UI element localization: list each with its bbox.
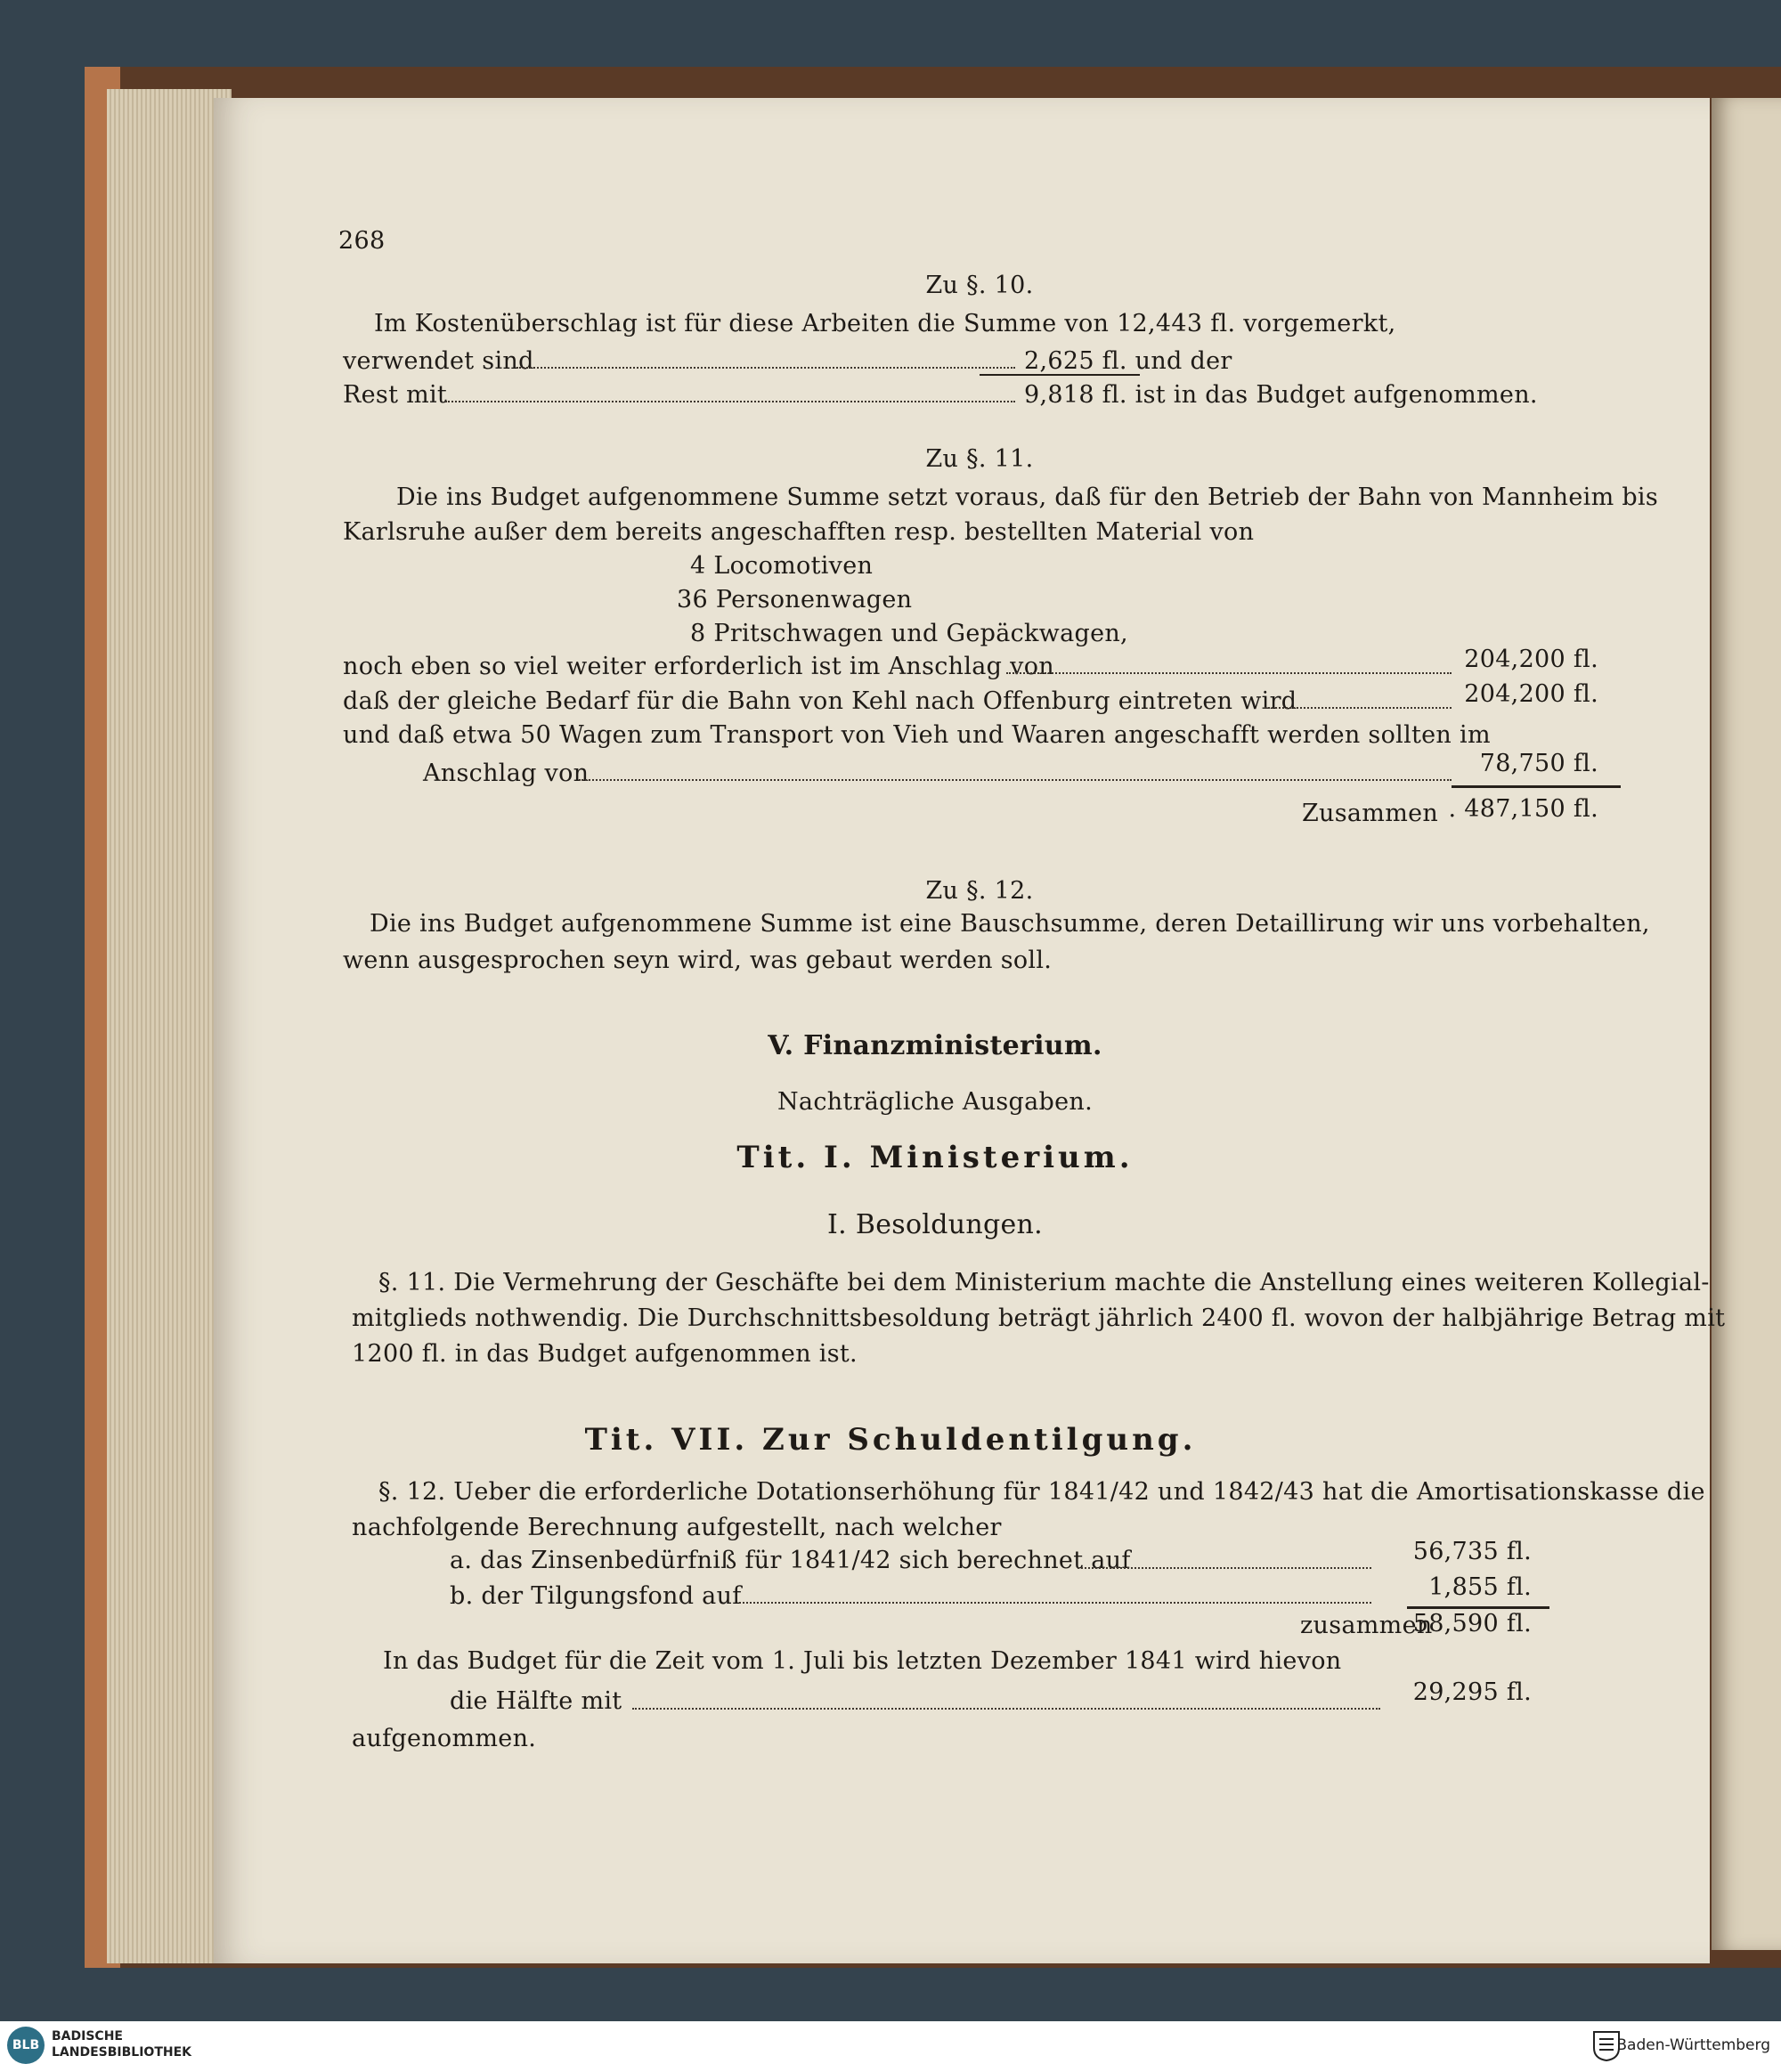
title-7-para-4: aufgenommen.: [352, 1725, 537, 1752]
section-11-row-1-value: 204,200 fl.: [1464, 646, 1598, 673]
sum-rule: [1452, 785, 1621, 788]
salaries-heading: I. Besoldungen.: [827, 1209, 1043, 1240]
sum-rule: [980, 374, 1140, 376]
finance-para-3: 1200 fl. in das Budget aufgenommen ist.: [352, 1340, 858, 1368]
page-number: 268: [338, 227, 386, 255]
dot-leader: [1265, 707, 1452, 709]
section-12-heading: Zu §. 12.: [925, 877, 1034, 905]
dot-leader: [739, 1602, 1371, 1604]
section-10-heading: Zu §. 10.: [925, 272, 1034, 299]
finance-para-2: mitglieds nothwendig. Die Durchschnittsbesoldung beträgt jährlich 2400 fl. wovon der halbjährige Betrag mit: [352, 1304, 1726, 1332]
section-10-line-3-label: Rest mit: [343, 381, 448, 409]
blb-name: [52, 2028, 191, 2060]
facing-page-edge: [1712, 98, 1781, 1950]
section-11-row-1-label: noch eben so viel weiter erforderlich ist im Anschlag von: [343, 653, 1054, 680]
baden-wuerttemberg-label: Baden-Württemberg: [1616, 2036, 1770, 2054]
finance-ministry-subheading: Nachträgliche Ausgaben.: [777, 1088, 1093, 1116]
section-11-row-4-value: 78,750 fl.: [1479, 750, 1598, 777]
section-11-item-2: 36 Personenwagen: [677, 586, 913, 613]
title-7-a-label: a. das Zinsenbedürfniß für 1841/42 sich berechnet auf: [450, 1547, 1131, 1574]
dot-leader: [1006, 672, 1452, 674]
title-7-para-1: §. 12. Ueber die erforderliche Dotationserhöhung für 1841/42 und 1842/43 hat die Amortisationskasse die: [378, 1478, 1705, 1506]
title-7-heading: Tit. VII. Zur Schuldentilgung.: [584, 1422, 1197, 1458]
finance-para-1: §. 11. Die Vermehrung der Geschäfte bei dem Ministerium machte die Anstellung eines weiteren Kollegial-: [378, 1269, 1710, 1296]
section-11-item-1: 4 Locomotiven: [690, 552, 874, 580]
title-7-para-2: nachfolgende Berechnung aufgestellt, nach welcher: [352, 1514, 1002, 1541]
dot-leader: [1078, 1567, 1371, 1569]
footer-bar: [0, 2021, 1781, 2072]
section-11-para-2: Karlsruhe außer dem bereits angeschafften resp. bestellten Material von: [343, 518, 1255, 546]
dot-leader: [445, 401, 1015, 402]
title-7-sum-label: zusammen: [1300, 1612, 1433, 1639]
title-7-para-3: In das Budget für die Zeit vom 1. Juli bis letzten Dezember 1841 wird hievon: [383, 1647, 1342, 1675]
dot-leader: [579, 779, 1452, 781]
blb-name-line-2: LANDESBIBLIOTHEK: [52, 2045, 192, 2060]
section-11-total-label: Zusammen: [1302, 800, 1439, 827]
title-1-heading: Tit. I. Ministerium.: [736, 1140, 1134, 1175]
section-11-item-3: 8 Pritschwagen und Gepäckwagen,: [690, 620, 1128, 647]
title-7-b-value: 1,855 fl.: [1428, 1573, 1532, 1601]
dot-leader: [632, 1708, 1380, 1710]
section-10-line-3-value: 9,818 fl. ist in das Budget aufgenommen.: [1024, 381, 1538, 409]
section-11-para-1: Die ins Budget aufgenommene Summe setzt voraus, daß für den Betrieb der Bahn von Mannheim bis: [396, 483, 1659, 511]
sum-rule: [1407, 1606, 1549, 1609]
title-7-half-value: 29,295 fl.: [1412, 1678, 1532, 1706]
title-7-sum-value: 58,590 fl.: [1412, 1610, 1532, 1637]
finance-ministry-heading: V. Finanzministerium.: [768, 1030, 1102, 1061]
blb-logo: BLB: [7, 2027, 45, 2064]
section-11-total-value: . 487,150 fl.: [1448, 795, 1598, 823]
page-edges: [107, 89, 232, 1963]
title-7-b-label: b. der Tilgungsfond auf: [450, 1582, 742, 1610]
blb-name-line-1: BADISCHE: [52, 2029, 123, 2044]
section-11-row-4-label: Anschlag von: [423, 760, 590, 787]
section-10-line-1: Im Kostenüberschlag ist für diese Arbeiten die Summe von 12,443 fl. vorgemerkt,: [374, 310, 1396, 337]
section-12-para-1: Die ins Budget aufgenommene Summe ist eine Bauschsumme, deren Detaillirung wir uns vorbehalten,: [370, 910, 1650, 938]
section-12-para-2: wenn ausgesprochen seyn wird, was gebaut werden soll.: [343, 947, 1053, 974]
section-11-row-3: und daß etwa 50 Wagen zum Transport von Vieh und Waaren angeschafft werden sollten im: [343, 721, 1491, 749]
section-10-line-2-label: verwendet sind: [343, 347, 534, 375]
section-11-row-2-label: daß der gleiche Bedarf für die Bahn von Kehl nach Offenburg eintreten wird: [343, 687, 1297, 715]
section-10-line-2-value: 2,625 fl. und der: [1024, 347, 1232, 375]
section-11-heading: Zu §. 11.: [925, 445, 1034, 473]
title-7-a-value: 56,735 fl.: [1412, 1538, 1532, 1565]
title-7-half-label: die Hälfte mit: [450, 1687, 622, 1715]
section-11-row-2-value: 204,200 fl.: [1464, 680, 1598, 708]
dot-leader: [516, 367, 1015, 369]
